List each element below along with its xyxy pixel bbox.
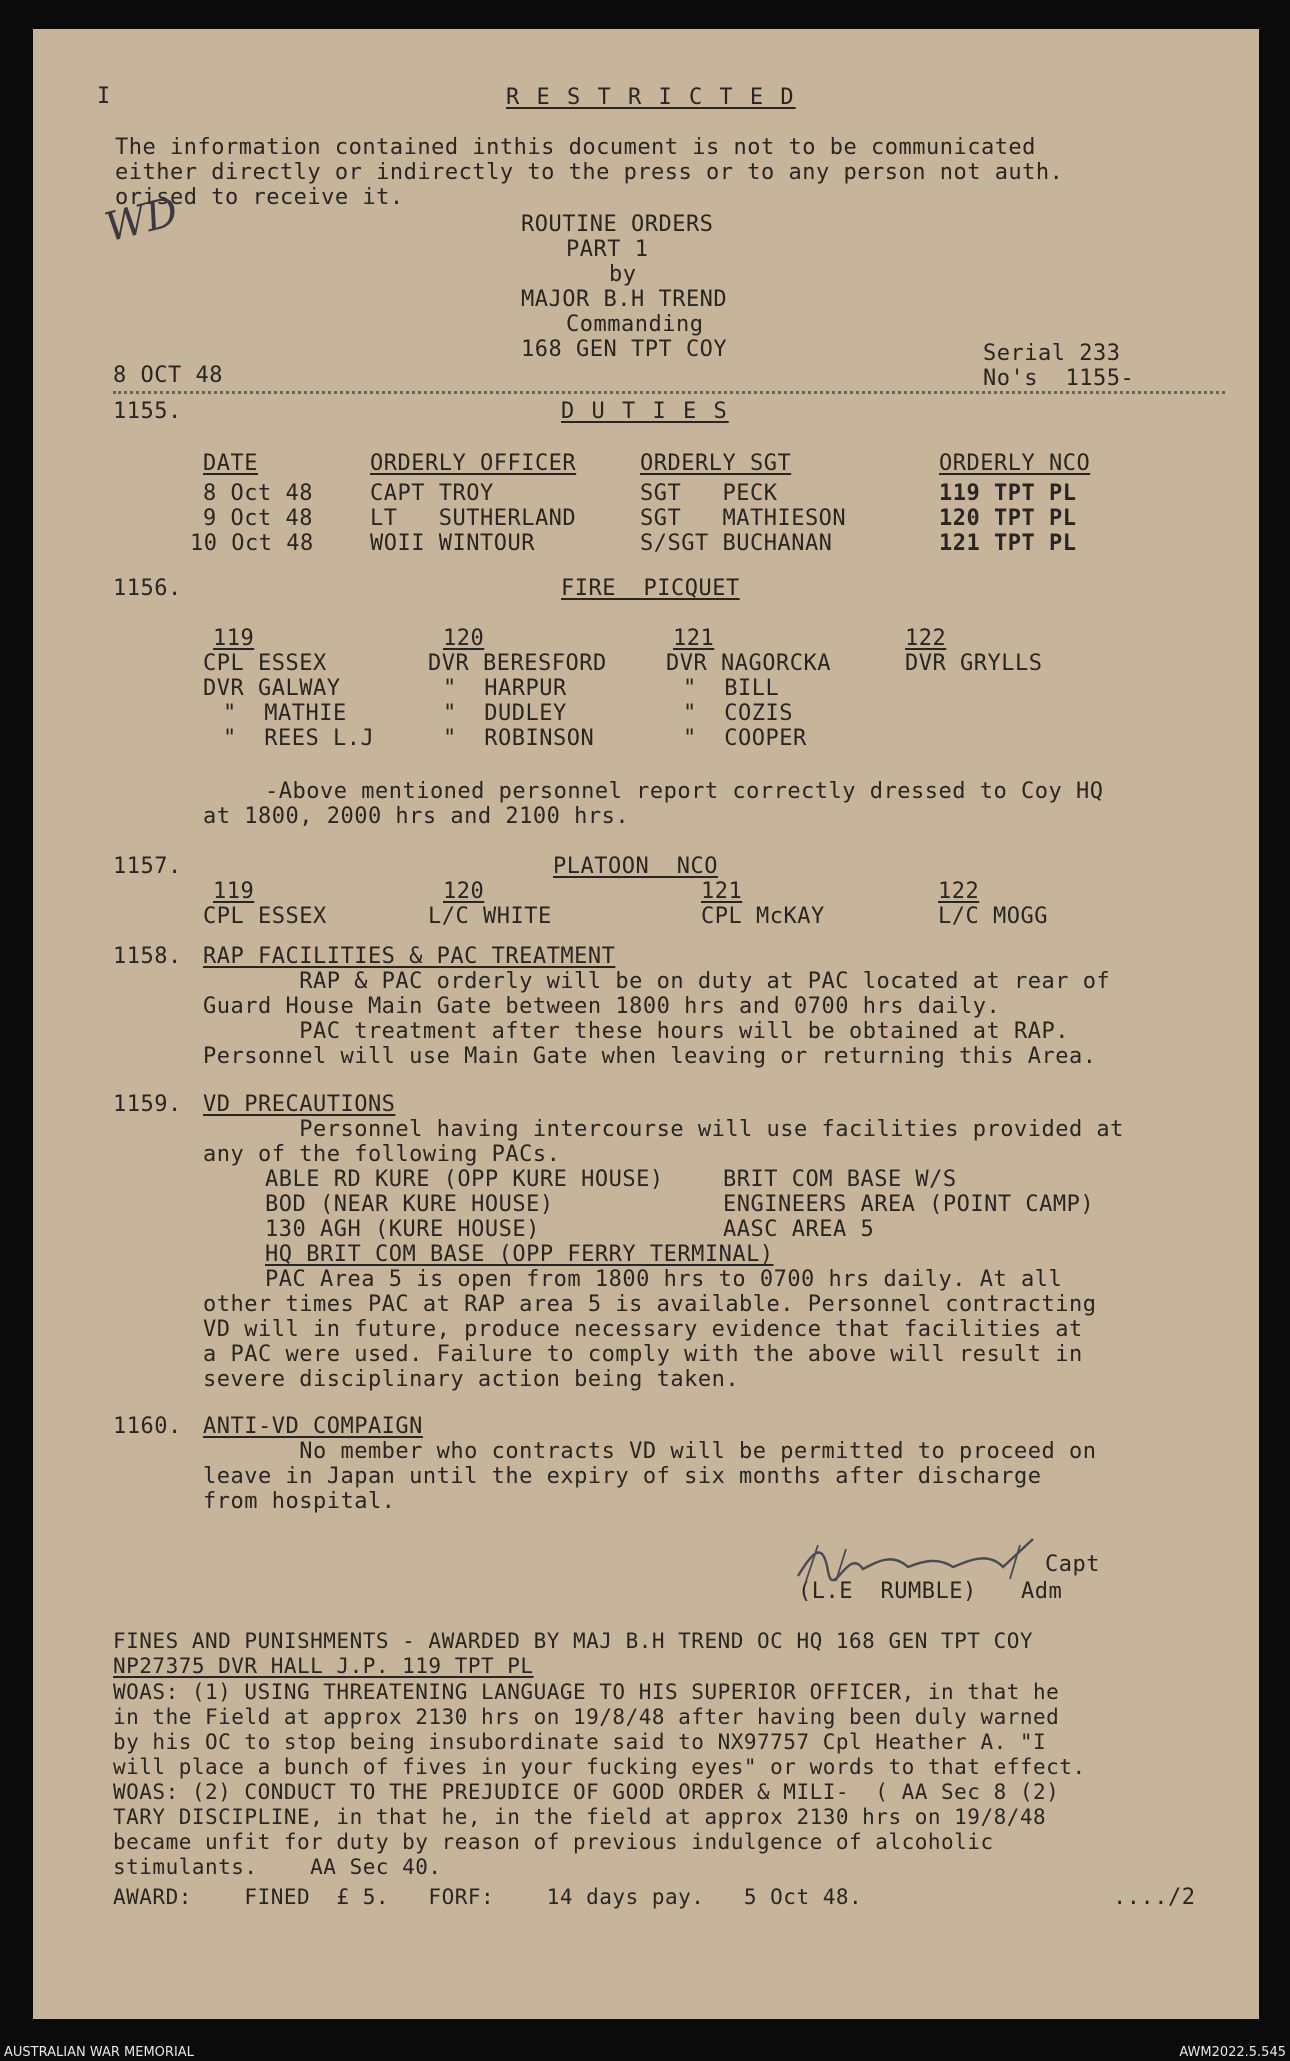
notice-line-2: either directly or indirectly to the press or to any person not auth.	[115, 160, 1064, 185]
section-number: 1155.	[113, 399, 182, 424]
title-line: 168 GEN TPT COY	[521, 337, 728, 362]
signatory-role: Adm	[1021, 1579, 1063, 1604]
paragraph-line: PAC treatment after these hours will be obtained at RAP.	[203, 1019, 1069, 1044]
charge-line: TARY DISCIPLINE, in that he, in the field at approx 2130 hrs on 19/8/48	[113, 1805, 1047, 1829]
table-cell: 8 Oct 48	[203, 481, 313, 506]
pac-location: BOD (NEAR KURE HOUSE)	[265, 1192, 554, 1217]
notice-line-1: The information contained inthis document is not to be communicated	[115, 135, 1036, 160]
table-cell: 119 TPT PL	[939, 481, 1077, 506]
section-number: 1159.	[113, 1092, 182, 1117]
paragraph-line: other times PAC at RAP area 5 is available. Personnel contracting	[203, 1292, 1097, 1317]
handwritten-note: WD	[100, 188, 183, 252]
column-header: ORDERLY NCO	[939, 451, 1091, 476]
table-cell: 10 Oct 48	[190, 531, 314, 556]
pac-location: AASC AREA 5	[723, 1217, 875, 1242]
title-line: PART 1	[566, 237, 649, 262]
roster-name: DVR GALWAY	[203, 676, 341, 701]
table-cell: S/SGT BUCHANAN	[640, 531, 833, 556]
table-cell: SGT PECK	[640, 481, 778, 506]
pac-location: ENGINEERS AREA (POINT CAMP)	[723, 1192, 1095, 1217]
roster-name: " DUDLEY	[443, 701, 567, 726]
section-number: 1157.	[113, 854, 182, 879]
pac-location: ABLE RD KURE (OPP KURE HOUSE)	[265, 1167, 664, 1192]
paragraph-line: from hospital.	[203, 1489, 396, 1514]
award-line: AWARD: FINED £ 5. FORF: 14 days pay. 5 Oct 48.	[113, 1885, 863, 1909]
footer-left: AUSTRALIAN WAR MEMORIAL	[4, 2045, 194, 2060]
table-cell: 120 TPT PL	[939, 506, 1077, 531]
paragraph-line: leave in Japan until the expiry of six months after discharge	[203, 1464, 1042, 1489]
order-date: 8 OCT 48	[113, 363, 223, 388]
charge-line: became unfit for duty by reason of previous indulgence of alcoholic	[113, 1830, 994, 1854]
paragraph-line: Personnel having intercourse will use facilities provided at	[203, 1117, 1124, 1142]
section-title: RAP FACILITIES & PAC TREATMENT	[203, 944, 616, 969]
nco-name: CPL McKAY	[701, 904, 825, 929]
table-cell: LT SUTHERLAND	[370, 506, 577, 531]
table-cell: CAPT TROY	[370, 481, 494, 506]
picquet-note-line: -Above mentioned personnel report correctly dressed to Coy HQ	[265, 779, 1104, 804]
platoon-number: 121	[701, 879, 743, 904]
signatory-name: (L.E RUMBLE)	[798, 1579, 977, 1604]
title-line: Commanding	[566, 312, 704, 337]
roster-name: DVR NAGORCKA	[666, 651, 831, 676]
charge-line: will place a bunch of fives in your fucking eyes" or words to that effect.	[113, 1755, 1086, 1779]
nco-name: CPL ESSEX	[203, 904, 327, 929]
column-header: ORDERLY OFFICER	[370, 451, 577, 476]
section-title: VD PRECAUTIONS	[203, 1092, 396, 1117]
platoon-number: 120	[443, 626, 485, 651]
nco-name: L/C WHITE	[428, 904, 552, 929]
footer-right: AWM2022.5.545	[1179, 2045, 1286, 2060]
platoon-number: 122	[905, 626, 947, 651]
pac-location: HQ BRIT COM BASE (OPP FERRY TERMINAL)	[265, 1242, 774, 1267]
roster-name: " COZIS	[683, 701, 793, 726]
pac-location: 130 AGH (KURE HOUSE)	[265, 1217, 540, 1242]
charge-line: stimulants. AA Sec 40.	[113, 1855, 442, 1879]
section-title: PLATOON NCO	[553, 854, 718, 879]
table-cell: 9 Oct 48	[203, 506, 313, 531]
nco-name: L/C MOGG	[938, 904, 1048, 929]
title-line: MAJOR B.H TREND	[521, 287, 728, 312]
paragraph-line: Guard House Main Gate between 1800 hrs and 0700 hrs daily.	[203, 994, 1001, 1019]
charge-line: WOAS: (1) USING THREATENING LANGUAGE TO HIS SUPERIOR OFFICER, in that he	[113, 1680, 1060, 1704]
section-number: 1158.	[113, 944, 182, 969]
paragraph-line: PAC Area 5 is open from 1800 hrs to 0700 hrs daily. At all	[265, 1267, 1063, 1292]
roster-name: " BILL	[683, 676, 780, 701]
platoon-number: 120	[443, 879, 485, 904]
roster-name: CPL ESSEX	[203, 651, 327, 676]
table-cell: 121 TPT PL	[939, 531, 1077, 556]
paragraph-line: a PAC were used. Failure to comply with the above will result in	[203, 1342, 1083, 1367]
paragraph-line: No member who contracts VD will be permitted to proceed on	[203, 1439, 1097, 1464]
notice-line-3: orised to receive it.	[115, 185, 404, 210]
title-line: ROUTINE ORDERS	[521, 212, 714, 237]
paragraph-line: severe disciplinary action being taken.	[203, 1367, 740, 1392]
paragraph-line: RAP & PAC orderly will be on duty at PAC located at rear of	[203, 969, 1111, 994]
fines-heading: FINES AND PUNISHMENTS - AWARDED BY MAJ B.H TREND OC HQ 168 GEN TPT COY	[113, 1629, 1034, 1653]
pac-location: BRIT COM BASE W/S	[723, 1167, 957, 1192]
section-title: ANTI-VD COMPAIGN	[203, 1414, 423, 1439]
charge-line: by his OC to stop being insubordinate said to NX97757 Cpl Heather A. "I	[113, 1730, 1047, 1754]
paragraph-line: VD will in future, produce necessary evidence that facilities at	[203, 1317, 1083, 1342]
table-cell: WOII WINTOUR	[370, 531, 535, 556]
charge-line: WOAS: (2) CONDUCT TO THE PREJUDICE OF GOOD ORDER & MILI- ( AA Sec 8 (2)	[113, 1780, 1060, 1804]
platoon-number: 119	[213, 879, 255, 904]
section-number: 1160.	[113, 1414, 182, 1439]
restricted-heading: R E S T R I C T E D	[506, 85, 796, 110]
roster-name: " REES L.J	[223, 726, 375, 751]
document-page	[33, 29, 1259, 2019]
section-title: D U T I E S	[561, 399, 729, 424]
roster-name: " COOPER	[683, 726, 807, 751]
roster-name: " ROBINSON	[443, 726, 595, 751]
section-number: 1156.	[113, 576, 182, 601]
roster-name: DVR BERESFORD	[428, 651, 607, 676]
fines-subject: NP27375 DVR HALL J.P. 119 TPT PL	[113, 1654, 534, 1678]
continued-marker: ..../2	[1113, 1885, 1196, 1910]
section-title: FIRE PICQUET	[561, 576, 740, 601]
roster-name: " HARPUR	[443, 676, 567, 701]
paragraph-line: any of the following PACs.	[203, 1142, 561, 1167]
signatory-rank: Capt	[1045, 1552, 1100, 1577]
roster-name: " MATHIE	[223, 701, 347, 726]
platoon-number: 122	[938, 879, 980, 904]
serial-nos: No's 1155-	[983, 366, 1135, 391]
column-header: ORDERLY SGT	[640, 451, 792, 476]
table-cell: SGT MATHIESON	[640, 506, 847, 531]
roster-name: DVR GRYLLS	[905, 651, 1043, 676]
page-mark: I	[97, 84, 111, 109]
platoon-number: 121	[673, 626, 715, 651]
charge-line: in the Field at approx 2130 hrs on 19/8/48 after having been duly warned	[113, 1705, 1060, 1729]
serial-number: Serial 233	[983, 341, 1121, 366]
platoon-number: 119	[213, 626, 255, 651]
paragraph-line: Personnel will use Main Gate when leaving or returning this Area.	[203, 1044, 1097, 1069]
column-header: DATE	[203, 451, 258, 476]
title-line: by	[609, 262, 637, 287]
picquet-note-line: at 1800, 2000 hrs and 2100 hrs.	[203, 804, 630, 829]
separator	[113, 391, 1225, 394]
